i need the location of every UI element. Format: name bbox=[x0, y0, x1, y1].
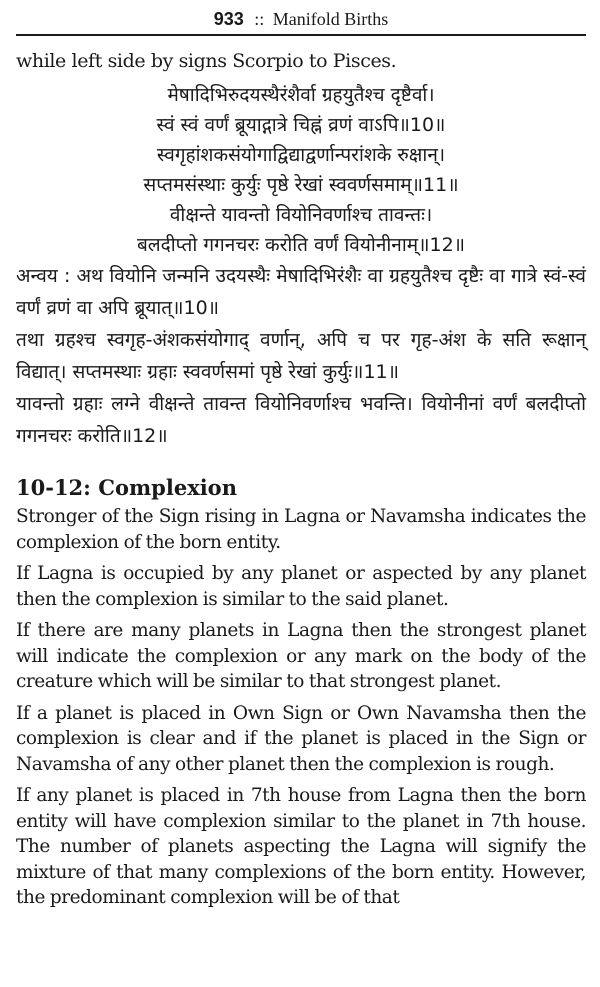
verse-line: मेषादिभिरुदयस्थैरंशैर्वा ग्रहयुतैश्च दृष्टैर्वा। bbox=[167, 84, 435, 106]
body-paragraph: If Lagna is occupied by any planet or aspected by any planet then the complexion is similar to the said planet. bbox=[16, 563, 586, 610]
header-rule bbox=[16, 34, 586, 36]
running-head bbox=[16, 0, 586, 34]
body-paragraph: If a planet is placed in Own Sign or Own Navamsha then the complexion is clear and if the planet is placed in the Sign or Navamsha of any other planet then the complexion is rough. bbox=[16, 702, 586, 775]
body-paragraph: If there are many planets in Lagna then the strongest planet will indicate the complexion or any mark on the body of the creature which will be similar to that strongest planet. bbox=[16, 620, 586, 692]
verse-line: सप्तमसंस्थाः कुर्युः पृष्ठे रेखां स्ववर्णसमाम्॥11॥ bbox=[143, 174, 459, 196]
verse-line: स्वं स्वं वर्णं ब्रूयाद्गात्रे चिह्नं व्रणं वाऽपि॥10॥ bbox=[156, 114, 446, 136]
running-head-separator: :: bbox=[254, 9, 265, 29]
body-paragraph: If any planet is placed in 7th house from Lagna then the born entity will have complexion similar to the planet in 7th house. The number of planets aspecting the Lagna will signify the mixture of that many complexions of the born entity. However, the predominant complexion will be of that bbox=[16, 785, 586, 908]
book-page bbox=[16, 0, 586, 917]
commentary-paragraph: अन्वय : अथ वियोनि जन्मनि उदयस्थैः मेषादिभिरंशैः वा ग्रहयुतैश्च दृष्टैः वा गात्रे स्वं-स्वं वर्णं व्रणं वा अपि ब्रूयात्॥10॥ bbox=[16, 265, 586, 319]
verse-line: बलदीप्तो गगनचरः करोति वर्णं वियोनीनाम्॥12॥ bbox=[136, 234, 466, 256]
body-paragraph: Stronger of the Sign rising in Lagna or Navamsha indicates the complexion of the born entity. bbox=[16, 506, 586, 553]
verse-line: वीक्षन्ते यावन्तो वियोनिवर्णाश्च तावन्तः। bbox=[169, 204, 433, 226]
verse-line: स्वगृहांशकसंयोगाद्विद्याद्वर्णान्परांशके रुक्षान्। bbox=[156, 144, 446, 166]
hindi-commentary bbox=[16, 260, 586, 452]
commentary-paragraph: तथा ग्रहश्च स्वगृह-अंशकसंयोगाद् वर्णान्, अपि च पर गृह-अंश के सति रूक्षान् विद्यात्। सप्तमस्थाः ग्रहाः स्ववर्णसमां पृष्ठे रेखां कुर्युः॥11॥ bbox=[16, 329, 586, 383]
commentary-paragraph: यावन्तो ग्रहाः लग्ने वीक्षन्ते तावन्त वियोनिवर्णाश्च भवन्ति। वियोनीनां वर्णं बलदीप्तो गगनचरः करोति॥12॥ bbox=[16, 393, 586, 447]
chapter-title: Manifold Births bbox=[272, 9, 389, 29]
sanskrit-verses bbox=[16, 80, 586, 260]
continuation-text: while left side by signs Scorpio to Pisces. bbox=[16, 50, 397, 72]
page-number: 933 bbox=[213, 9, 244, 29]
section-heading: 10-12: Complexion bbox=[16, 475, 237, 500]
